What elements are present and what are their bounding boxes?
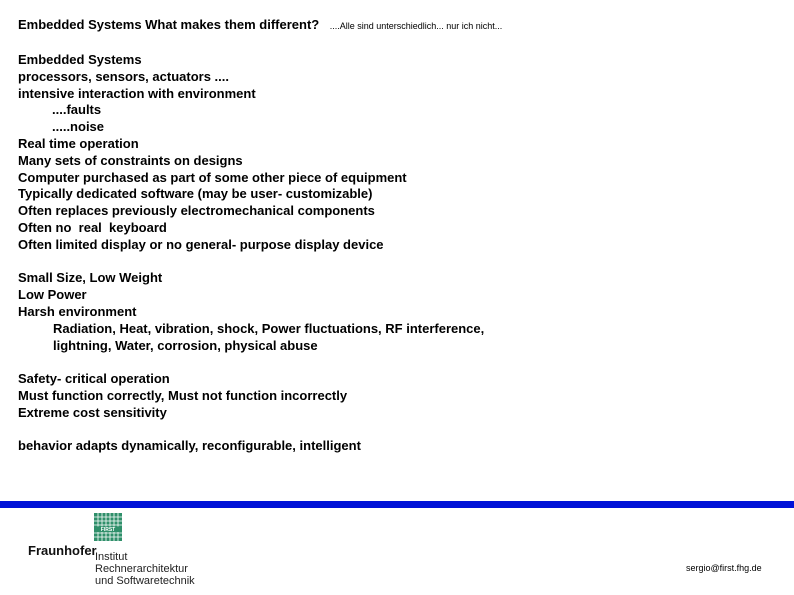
slide-body xyxy=(18,52,484,455)
body-line: Computer purchased as part of some other piece of equipment xyxy=(18,169,407,185)
footer-divider xyxy=(0,501,794,508)
body-line: Low Power xyxy=(18,287,87,303)
body-line-indented: .....noise xyxy=(52,119,105,135)
body-line: Often limited display or no general- purpose display device xyxy=(18,236,384,252)
body-line: Often replaces previously electromechanical components xyxy=(18,203,375,219)
institute-name xyxy=(95,551,195,587)
first-logo-text: FIRST xyxy=(100,527,116,533)
body-line: Often no real keyboard xyxy=(18,219,167,235)
first-logo-icon xyxy=(94,513,122,541)
body-line: Typically dedicated software (may be user- customizable) xyxy=(18,186,373,202)
body-line: processors, sensors, actuators .... xyxy=(18,68,229,84)
institute-line: und Softwaretechnik xyxy=(95,575,195,587)
body-line: Real time operation xyxy=(18,135,139,151)
body-line: Embedded Systems xyxy=(18,52,142,67)
institute-line: Institut xyxy=(95,551,128,563)
contact-email: sergio@first.fhg.de xyxy=(686,563,762,573)
slide-title-line xyxy=(18,16,502,34)
institute-logo xyxy=(28,513,228,593)
body-line: Harsh environment xyxy=(18,303,137,319)
body-line: Extreme cost sensitivity xyxy=(18,404,167,420)
slide-title: Embedded Systems What makes them different? xyxy=(18,17,320,32)
spacer xyxy=(18,422,484,439)
body-line: Safety- critical operation xyxy=(18,371,170,387)
body-line-indented: lightning, Water, corrosion, physical abuse xyxy=(53,337,318,353)
fraunhofer-name: Fraunhofer xyxy=(28,543,97,558)
body-line: Small Size, Low Weight xyxy=(18,270,163,286)
body-line: Must function correctly, Must not function incorrectly xyxy=(18,387,348,403)
body-line-indented: Radiation, Heat, vibration, shock, Power fluctuations, RF interference, xyxy=(53,320,485,336)
body-line: intensive interaction with environment xyxy=(18,85,256,101)
spacer xyxy=(18,254,484,271)
body-line-indented: ....faults xyxy=(52,102,102,118)
spacer xyxy=(18,354,484,371)
body-line: Many sets of constraints on designs xyxy=(18,152,243,168)
institute-line: Rechnerarchitektur xyxy=(95,563,188,575)
body-line: behavior adapts dynamically, reconfigurable, intelligent xyxy=(18,438,361,454)
slide-subtitle: ....Alle sind unterschiedlich... nur ich nicht... xyxy=(329,21,503,31)
